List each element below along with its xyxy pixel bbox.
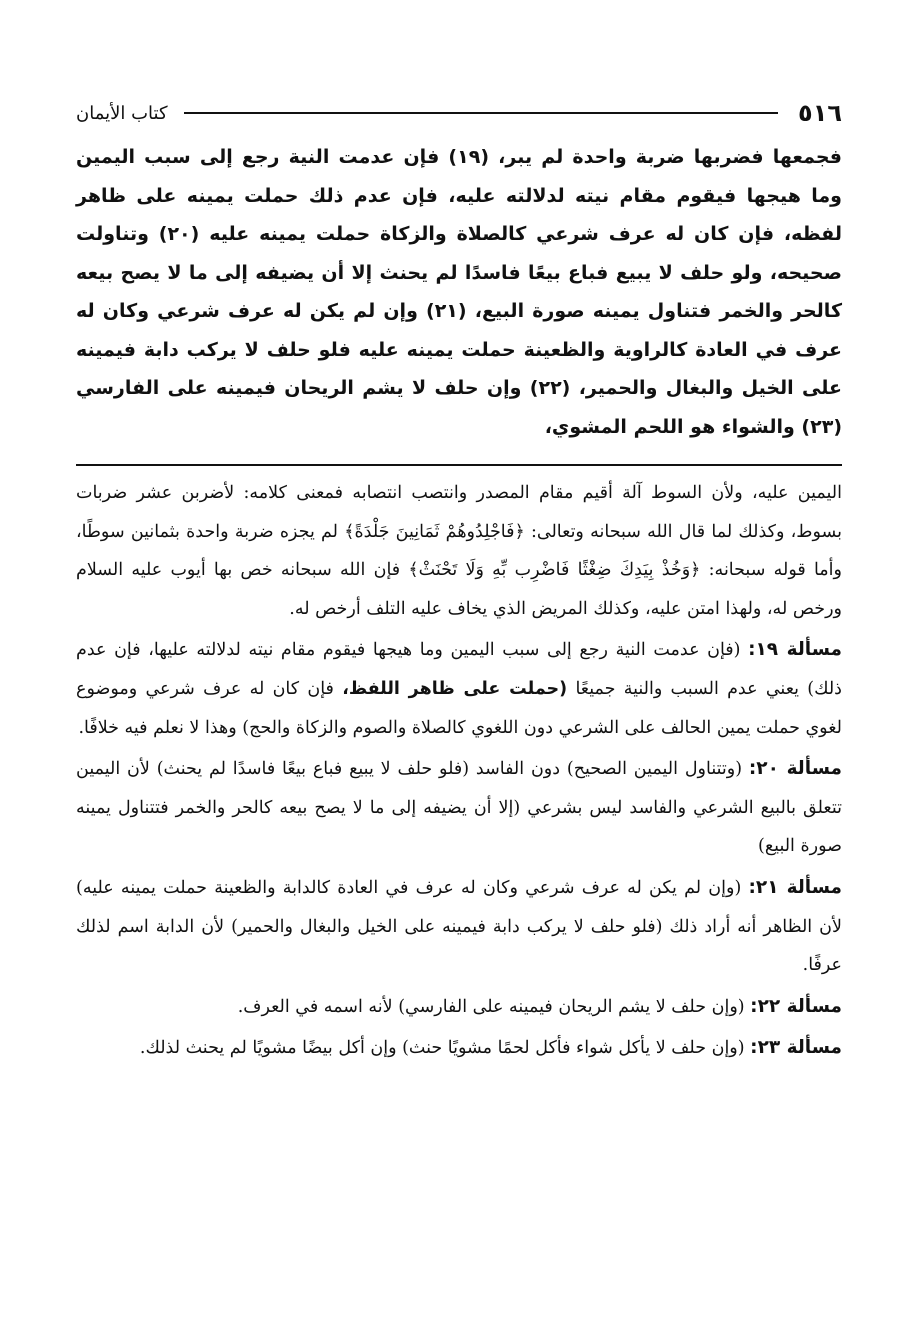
masala-label: مسألة ٢٣: xyxy=(750,1037,842,1059)
masala-paragraph xyxy=(76,631,842,747)
masala-text-segment: (وإن حلف لا يشم الريحان فيمينه على الفارسي) لأنه اسمه في العرف. xyxy=(237,996,751,1017)
masala-text-segment: (وإن لم يكن له عرف شرعي وكان له عرف في العادة كالدابة والظعينة حملت يمينه عليه) لأن الظاهر أنه أراد ذلك xyxy=(76,877,842,937)
masala-text-segment: (حملت على ظاهر اللفظ، xyxy=(342,678,568,699)
masala-text-segment: (وإن حلف لا يأكل شواء فأكل لحمًا مشويًا حنث) وإن أكل بيضًا مشويًا لم يحنث لذلك. xyxy=(139,1038,751,1059)
masail-list xyxy=(76,631,842,1068)
masala-text-segment: (فإن عدمت النية رجع إلى سبب اليمين وما هيجها فيقوم مقام نيته لدلالته عليها، فإن عدم ذلك) يعني عدم السبب والنية جميعًا xyxy=(76,640,842,699)
commentary xyxy=(76,474,842,1068)
header-rule xyxy=(184,112,779,114)
page-number: ٥١٦ xyxy=(798,99,842,127)
masala-text-segment: (وتتناول اليمين الصحيح) دون الفاسد xyxy=(469,759,749,780)
masala-paragraph xyxy=(76,750,842,866)
masala-label: مسألة ٢١: xyxy=(748,876,842,898)
masala-label: مسألة ٢٠: xyxy=(748,758,842,780)
masala-paragraph xyxy=(76,988,842,1027)
running-title: كتاب الأيمان xyxy=(76,102,168,124)
masala-label: مسألة ٢٢: xyxy=(750,995,842,1017)
masala-text-segment: لأن اليمين تتعلق بالبيع الشرعي والفاسد ليس بشرعي xyxy=(76,759,842,818)
masala-text-segment: لأن الدابة اسم لذلك عرفًا. xyxy=(76,916,842,976)
page-header xyxy=(76,90,842,136)
masala-paragraph xyxy=(76,869,842,985)
masala-text-segment: (فلو حلف لا يبيع فباع بيعًا فاسدًا لم يحنث) xyxy=(156,759,470,780)
masala-text-segment: فإن كان له عرف شرعي وموضوع لغوي حملت يمين الحالف على الشرعي دون اللغوي كالصلاة والصوم والزكاة والحج) وهذا لا نعلم فيه خلافًا. xyxy=(76,678,842,738)
masala-label: مسألة ١٩: xyxy=(748,639,842,661)
footnote-separator xyxy=(76,464,842,466)
masala-text-segment: (فلو حلف لا يركب دابة فيمينه على الخيل والبغال والحمير) xyxy=(231,916,663,937)
masala-text-segment: (إلا أن يضيفه إلى ما لا يصح بيعه كالحر والخمر فتتناول يمينه صورة البيع) xyxy=(76,797,842,857)
commentary-intro: اليمين عليه، ولأن السوط آلة أقيم مقام المصدر وانتصب انتصابه فمعنى كلامه: لأضربن عشر ضربات بسوط، وكذلك لما قال الله سبحانه وتعالى: ﴿فَاجْلِدُوهُمْ ثَمَانِينَ جَلْدَةً﴾ لم يجزه ضربة واحدة بثمانين سوطًا، وأما قوله سبحانه: ﴿وَخُذْ بِيَدِكَ ضِغْثًا فَاضْرِب بِّهِ وَلَا تَحْنَثْ﴾ فإن الله سبحانه خص بها أيوب عليه السلام ورخص له، ولهذا امتن عليه، وكذلك المريض الذي يخاف عليه التلف أرخص له. xyxy=(76,483,842,619)
masala-paragraph xyxy=(76,1029,842,1068)
main-text-paragraph: فجمعها فضربها ضربة واحدة لم يبر، (١٩) فإن عدمت النية رجع إلى سبب اليمين وما هيجها فيقوم مقام نيته لدلالته عليه، فإن عدم ذلك حملت يمينه على ظاهر لفظه، فإن كان له عرف شرعي كالصلاة والزكاة حملت يمينه عليه (٢٠) وتناولت صحيحه، ولو حلف لا يبيع فباع بيعًا فاسدًا لم يحنث إلا أن يضيفه إلى ما لا يصح بيعه كالحر والخمر فتناول يمينه صورة البيع، (٢١) وإن لم يكن له عرف شرعي وكان له عرف في العادة كالراوية والظعينة حملت يمينه عليه فلو حلف لا يركب دابة فيمينه على الخيل والبغال والحمير، (٢٢) وإن حلف لا يشم الريحان فيمينه على الفارسي (٢٣) والشواء هو اللحم المشوي، xyxy=(76,146,842,438)
main-text xyxy=(76,138,842,446)
